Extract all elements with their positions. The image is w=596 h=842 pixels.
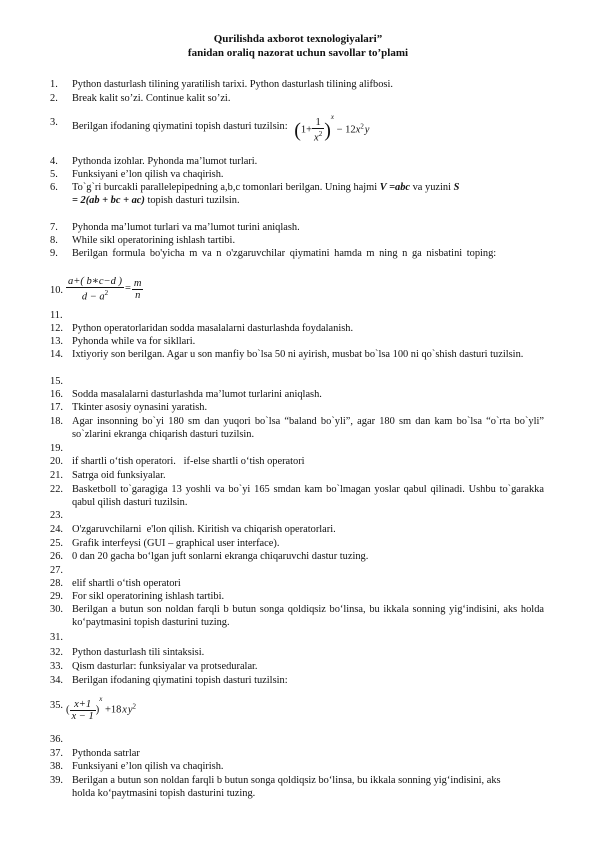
list-item [50,156,544,169]
item-text: Pythonda izohlar. Pyhonda ma’lumot turlari. [72,156,258,167]
list-item [50,402,544,415]
list-item [50,222,544,235]
item-number: 18. [50,416,63,427]
item-text: Berilgan ifodaning qiymatini topish dasturi tuzilsin: [72,675,288,686]
item-text: Berilgan a butun son noldan farqli b butun songa qoldiqsiz bo‘linsa, bu ikkala sonning yig‘indisini, aks holda ko‘paytmasini topish dasturini tuzing. [72,775,501,799]
item-text-tail: topish dasturi tuzilsin. [144,194,240,206]
item-text: For sikl operatorining ishlash tartibi. [72,591,225,602]
list-item [50,93,544,106]
area-formula: = 2(ab + bc + ac) [72,194,145,206]
list-item [50,538,544,551]
item-number: 4. [50,156,58,167]
item-number: 12. [50,323,63,334]
item-number: 24. [50,524,63,535]
item-text: Ixtiyoriy son berilgan. Agar u son manfiy bo`lsa 50 ni ayirish, musbat bo`lsa 100 ni qo`shish dasturi tuzilsin. [72,349,524,360]
document-title-line1: Qurilishda axborot texnologiyalari” [213,33,383,45]
list-item [50,761,544,774]
item-number: 2. [50,93,58,104]
item-text: Berilgan formula bo'yicha m va n o'zgaruvchilar qiymatini hamda m ning n ga nisbatini toping: [72,248,497,259]
item-number: 5. [50,169,58,180]
list-item [50,661,544,674]
item-text: Pythonda satrlar [72,748,140,759]
item-number: 21. [50,470,63,481]
item-number: 14. [50,349,63,360]
item-text: Break kalit so’zi. Continue kalit so’zi. [72,93,231,104]
item-text: 0 dan 20 gacha bo‘lgan juft sonlarni ekranga chiqaruvchi dastur tuzing. [72,551,369,562]
item-text: O'zgaruvchilarni e'lon qilish. Kiritish va chiqarish operatorlari. [72,524,336,535]
item-number: 39. [50,775,63,786]
item-text: Pyhonda while va for sikllari. [72,336,196,347]
volume-formula: V =abc [379,182,410,193]
formula-3: (1+ $\frac{1}{x^2}$ )$^x - 12x^2$ y [294,113,370,144]
list-item [50,79,544,92]
item-text: Grafik interfeysi (GUI – graphical user interface). [72,538,280,549]
item-text: Funksiyani e’lon qilish va chaqirish. [72,169,224,180]
item-number: 22. [50,484,63,495]
list-item [50,470,544,483]
item-number: 26. [50,551,63,562]
item-text: Agar insonning bo`yi 180 sm dan yuqori bo`lsa “baland bo`yli”, agar 180 sm dan kam bo`lsa “o`rta bo`yli” so`zlarini ekranga chiqarish dasturi tuzilsin. [72,416,544,440]
list-item [50,169,544,182]
item-number: 32. [50,647,63,658]
item-text: Funksiyani e’lon qilish va chaqirish. [72,761,224,772]
item-text: Basketboll to`garagiga 13 yoshli va bo`yi 165 smdan kam bo`lmagan yoslar qabul qilinadi. Ushbu to`garakka qabul qilish dasturi tuzilsin. [72,484,544,508]
formula-10: $\frac{a+( b∗c-d )}{d - a^2}$ = $\frac{m}{n}$ [68,276,142,303]
formula-35: ( $\frac{x+1}{x - 1}$ )$^x$ +18 x $y^2$ [66,695,137,723]
item-text: Sodda masalalarni dasturlashda ma’lumot turlarini aniqlash. [72,389,322,400]
list-item [50,349,544,362]
item-text: Berilgan a butun son noldan farqli b butun songa qoldiqsiz bo‘linsa, bu ikkala sonning yig‘indisini, aks holda ko‘paytmasini topish dasturini tuzing. [72,604,544,628]
list-item [50,524,544,537]
item-number: 9. [50,248,58,259]
area-label: S [453,182,460,193]
item-text: Python dasturlash tilining yaratilish tarixi. Python dasturlash tilining alifbosi. [72,79,393,90]
item-number: 20. [50,456,63,467]
item-number: 25. [50,538,63,549]
list-item [50,323,544,336]
list-item [50,748,544,761]
item-text: To`g`ri burcakli parallelepipedning a,b,c tomonlari berilgan. Uning hajmi [72,182,378,193]
item-number: 29. [50,591,63,602]
list-item [50,276,544,303]
item-number: 1. [50,79,58,90]
item-text: Berilgan ifodaning qiymatini topish dasturi tuzilsin: [72,121,288,133]
list-item [50,775,502,800]
document-title-line2: fanidan oraliq nazorat uchun savollar to’plami [187,47,409,59]
item-number: 10. [50,285,63,296]
item-number: 13. [50,336,63,347]
list-item [50,693,544,723]
list-item [50,647,544,660]
list-item [50,416,544,441]
list-item [50,111,544,144]
item-number: 34. [50,675,63,686]
item-number: 30. [50,604,63,615]
item-number: 33. [50,661,63,672]
item-number: 36. [50,734,63,745]
item-text: Pyhonda ma’lumot turlari va ma’lumot turini aniqlash. [72,222,300,233]
list-item [50,248,544,261]
item-text: While sikl operatorining ishlash tartibi. [72,235,236,246]
item-number: 16. [50,389,63,400]
list-item [50,389,544,402]
item-number: 31. [50,632,63,643]
item-number: 8. [50,235,58,246]
item-number: 27. [50,565,63,576]
item-number: 15. [50,376,63,387]
item-number: 23. [50,510,63,521]
item-text: Python dasturlash tili sintaksisi. [72,647,205,658]
item-text: Qism dasturlar: funksiyalar va protseduralar. [72,661,258,672]
list-item [50,182,544,207]
item-number: 28. [50,578,63,589]
item-number: 11. [50,310,63,321]
list-item [50,604,544,629]
item-number: 37. [50,748,63,759]
list-item [50,484,544,509]
list-item [50,235,544,248]
item-number: 19. [50,443,63,454]
item-text: Satrga oid funksiyalar. [72,470,166,481]
list-item [50,591,544,604]
item-number: 38. [50,761,63,772]
item-number: 7. [50,222,58,233]
item-text-mid: va yuzini [410,182,454,193]
list-item [50,675,544,688]
list-item [50,578,544,591]
list-item [50,336,544,349]
item-text: Tkinter asosiy oynasini yaratish. [72,402,208,413]
item-number: 17. [50,402,63,413]
item-number: 3. [50,117,58,128]
item-text: if shartli o‘tish operatori. if-else shartli o‘tish operatori [72,456,305,467]
item-number: 6. [50,182,58,193]
item-number: 35. [50,700,63,711]
list-item [50,456,544,469]
list-item [50,551,544,564]
item-text: elif shartli o‘tish operatori [72,578,181,589]
item-text: Python operatorlaridan sodda masalalarni dasturlashda foydalanish. [72,323,354,334]
